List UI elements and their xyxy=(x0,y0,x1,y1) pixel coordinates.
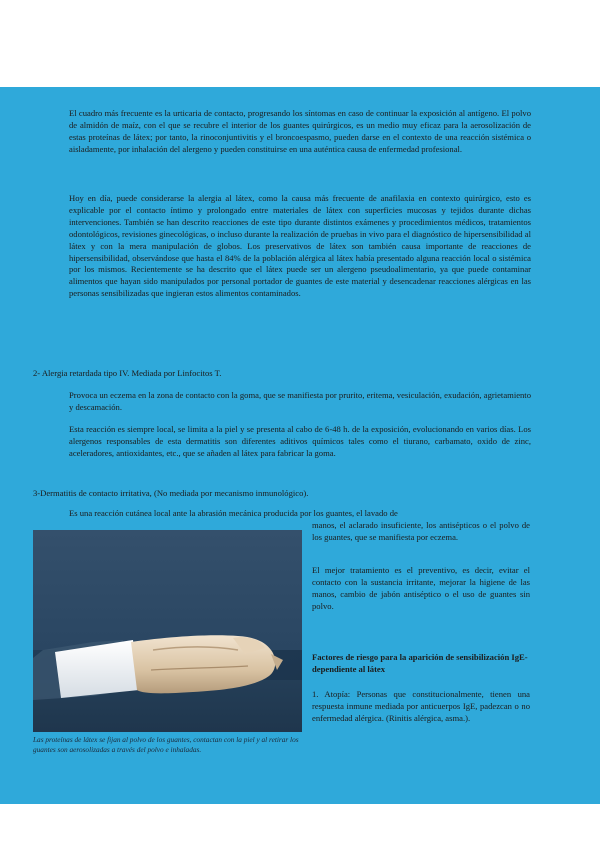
paragraph-urticaria: El cuadro más frecuente es la urticaria de contacto, progresando los síntomas en caso de continuar la exposición al antígeno. El polvo de almidón de maíz, con el que se recubre el interior de los guantes quirúrgicos, es un medio muy eficaz para la aerosolización de estas proteínas de látex; por tanto, la rinoconjuntivitis y el broncoespasmo, pueden darse en el contexto de una reacción sistémica o aisladamente, por inhalación del alergeno y pueden constituirse en una auténtica causa de enfermedad profesional. xyxy=(69,108,531,154)
photo-gloved-hand xyxy=(33,530,302,732)
paragraph-reaccion-local: Esta reacción es siempre local, se limita a la piel y se presenta al cabo de 6-48 h. de la exposición, evolucionando en varios días. Los alergenos responsables de esta dermatitis son diferentes aditivos químicos tales como el tiurano, carbamato, oxido de zinc, aceleradores, antioxidantes, etc., que se añaden al látex para fabricar la goma. xyxy=(69,424,531,458)
paragraph-reaccion-cutanea-rest: manos, el aclarado insuficiente, los antisépticos o el polvo de los guantes, que se manifiesta por eczema. xyxy=(312,520,530,542)
paragraph-tratamiento: El mejor tratamiento es el preventivo, es decir, evitar el contacto con la sustancia irritante, mejorar la higiene de las manos, cambio de jabón antiséptico o el uso de guantes sin polvo. xyxy=(312,565,530,611)
photo-caption: Las proteínas de látex se fijan al polvo de los guantes, contactan con la piel y al retirar los guantes son aerosolizadas a través del polvo e inhaladas. xyxy=(33,735,299,755)
gloved-hand-image xyxy=(33,530,302,732)
heading-alergia-retardada: 2- Alergia retardada tipo IV. Mediada por Linfocitos T. xyxy=(33,368,222,378)
paragraph-anafilaxia: Hoy en día, puede considerarse la alergia al látex, como la causa más frecuente de anafilaxia en contexto quirúrgico, esto es explicable por el contacto íntimo y prolongado entre materiales de látex con superficies mucosas y tejidos durante dichas intervenciones. También se han descrito reacciones de este tipo durante distintos exámenes y procedimientos médicos, tratamientos odontológicos, revisiones ginecológicas, o incluso durante la realización de pruebas in vivo para el diagnóstico de hipersensibilidad al látex y con la mera manipulación de globos. Los preservativos de látex son también causa importante de reacciones de hipersensibilidad, observándose que hasta el 84% de la población alérgica al látex había presentado alguna reacción local o sistémica por los mismos. Recientemente se ha descrito que el látex puede ser un alergeno pseudoalimentario, ya que puede contaminar alimentos que hayan sido manipulados por personal portador de guantes de este material y desencadenar reacciones alérgicas en las personas sensibilizadas que ingieran estos alimentos contaminados. xyxy=(69,193,531,299)
paragraph-reaccion-cutanea-top: Es una reacción cutánea local ante la abrasión mecánica producida por los guantes, el lavado de xyxy=(69,508,398,518)
heading-factores-riesgo: Factores de riesgo para la aparición de sensibilización IgE-dependiente al látex xyxy=(312,652,528,674)
heading-dermatitis-irritativa: 3-Dermatitis de contacto irritativa, (No mediada por mecanismo inmunológico). xyxy=(33,488,309,498)
paragraph-eczema: Provoca un eczema en la zona de contacto con la goma, que se manifiesta por prurito, eritema, vesiculación, exudación, agrietamiento y descamación. xyxy=(69,390,531,412)
list-item-atopia: 1. Atopía: Personas que constitucionalmente, tienen una respuesta inmune mediada por anticuerpos IgE, padezcan o no enfermedad alérgica. (Rinitis alérgica, asma.). xyxy=(312,689,530,723)
